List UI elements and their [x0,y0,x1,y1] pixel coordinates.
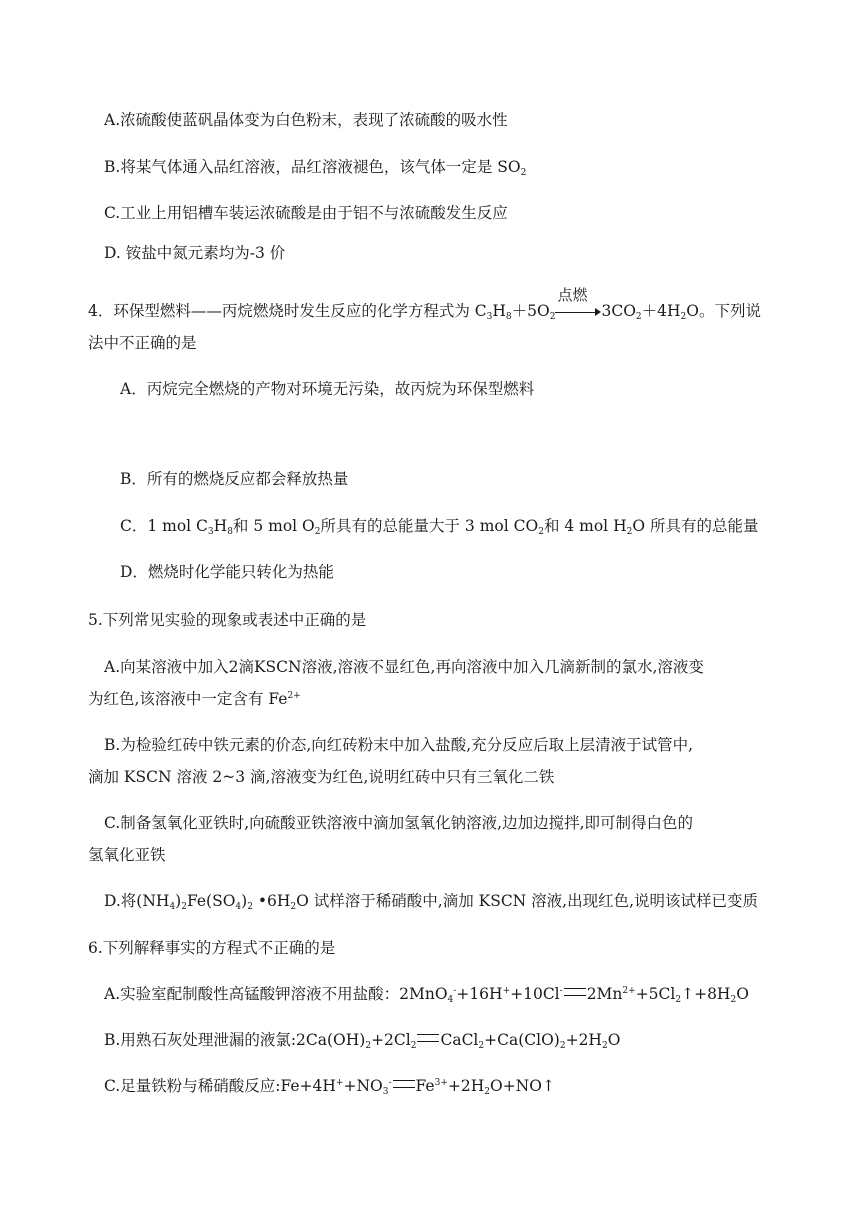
q5-option-d: D.将$(NH_4)_2Fe(SO_4)_2$ $•6H_2O$ 试样溶于稀硝酸中,滴加 KSCN 溶液,出现红色,说明该试样已变质 [104,892,759,912]
q4-option-b: B．所有的燃烧反应都会释放热量 [120,470,349,488]
q6-stem: 6.下列解释事实的方程式不正确的是 [88,939,336,957]
q6-option-b: B.用熟石灰处理泄漏的液氯$:2Ca(OH)_2+2Cl_2$ $CaCl_2+Ca(ClO)_2+2H_2O$ [104,1031,621,1051]
equals-sign-icon [393,1080,415,1088]
q4-stem-line1: 4．环保型燃料——丙烷燃烧时发生反应的化学方程式为 $C_3H_8+5O_2$ 点燃 $3CO_2+4H_2O$。下列说 [88,286,761,322]
q5-option-c-line1: C.制备氢氧化亚铁时,向硫酸亚铁溶液中滴加氢氧化钠溶液,边加边搅拌,即可制得白色的 [104,814,694,832]
q3-option-b: B.将某气体通入品红溶液，品红溶液褪色，该气体一定是 $SO_2$ [104,158,527,178]
q5-option-a-line2: 为红色,该溶液中一定含有 $Fe^{2+}$ [88,690,301,708]
q4-stem-line2: 法中不正确的是 [88,334,197,352]
reaction-arrow-icon: 点燃 [555,303,601,317]
q5-option-b-line1: B.为检验红砖中铁元素的价态,向红砖粉末中加入盐酸,充分反应后取上层清液于试管中, [104,736,694,754]
q4-option-d: D．燃烧时化学能只转化为热能 [120,563,334,581]
q5-option-a-line1: A.向某溶液中加入2滴KSCN溶液,溶液不显红色,再向溶液中加入几滴新制的氯水,溶液变 [104,658,704,676]
q6-option-c: C.足量铁粉与稀硝酸反应$:Fe+4H^++NO_3^-$ $Fe^{3+}+2H_2O+NO↑$ [104,1077,555,1097]
q4-option-a: A．丙烷完全燃烧的产物对环境无污染，故丙烷为环保型燃料 [120,380,535,398]
equals-sign-icon [564,988,586,996]
q5-stem: 5.下列常见实验的现象或表述中正确的是 [88,611,367,629]
q3-option-c: C.工业上用铝槽车装运浓硫酸是由于铝不与浓硫酸发生反应 [104,204,508,222]
q5-option-c-line2: 氢氧化亚铁 [88,846,166,864]
q3-option-a: A.浓硫酸使蓝矾晶体变为白色粉末，表现了浓硫酸的吸水性 [104,111,508,129]
equals-sign-icon [417,1034,439,1042]
q4-option-c: C．1 mol $C_3H_8$和 5 mol $O_2$所具有的总能量大于 3 mol $CO_2$和 4 mol $H_2O$ 所具有的总能量 [120,517,759,537]
q6-option-a: A.实验室配制酸性高锰酸钾溶液不用盐酸：2MnO$_4$-+16H++10Cl- $2Mn^{2+}+5Cl_2↑+8H_2O$ [104,985,749,1005]
q3-option-d: D. 铵盐中氮元素均为-3 价 [104,244,286,262]
q5-option-b-line2: 滴加 KSCN 溶液 2~3 滴,溶液变为红色,说明红砖中只有三氧化二铁 [88,768,555,786]
